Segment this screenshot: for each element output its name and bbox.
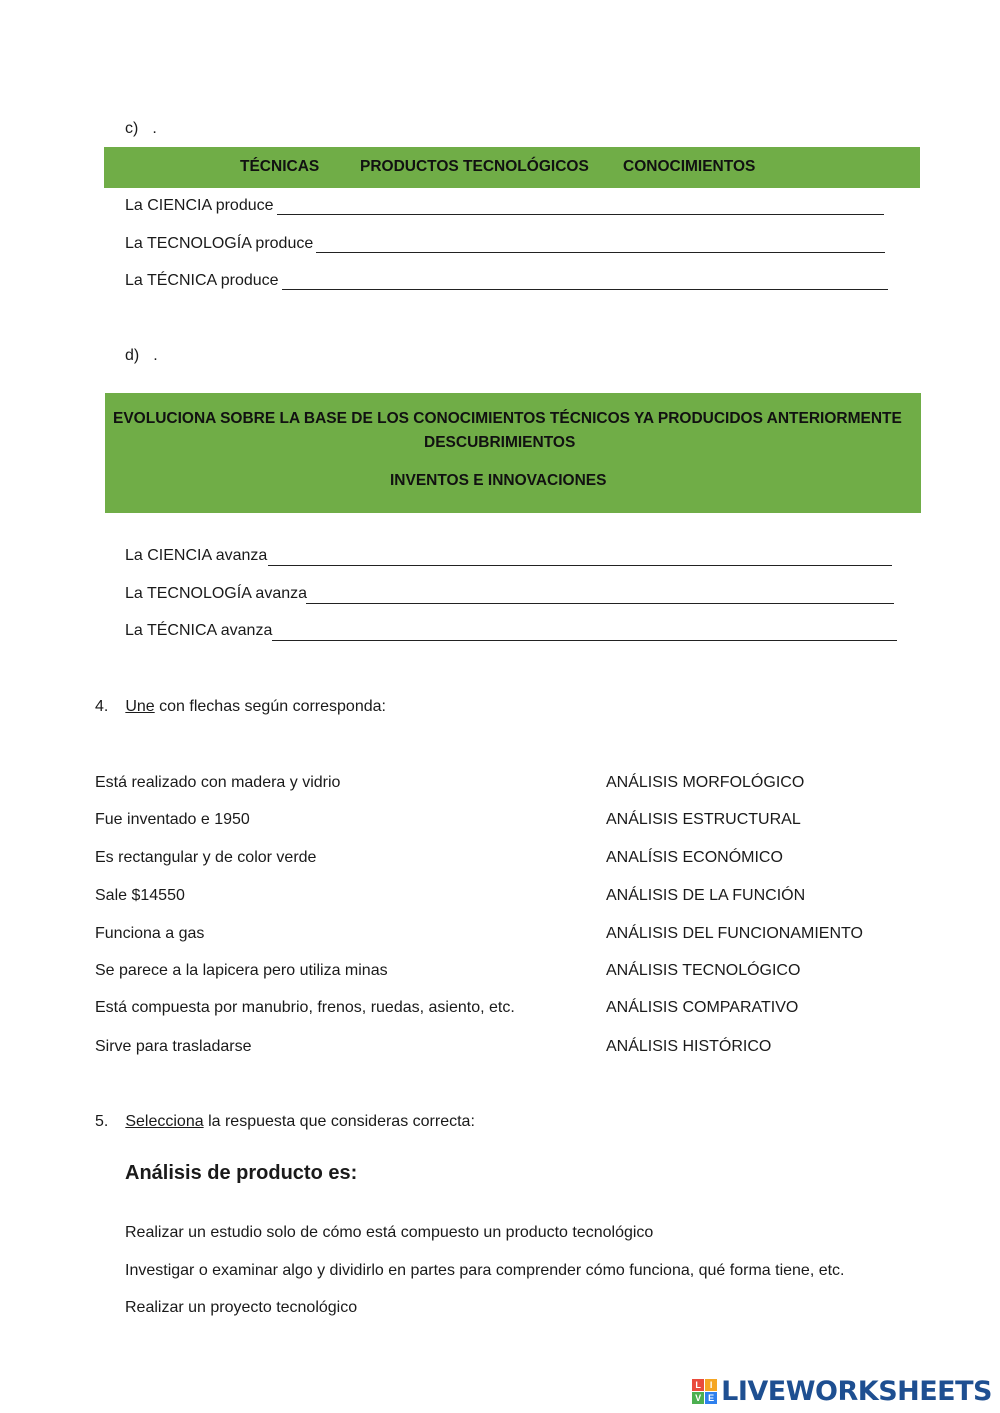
q4-left-item[interactable]: Funciona a gas [95,925,205,942]
answer-blank-tecnologia-produce[interactable] [316,252,885,253]
q4-right-item[interactable]: ANÁLISIS DE LA FUNCIÓN [606,887,806,904]
answer-blank-tecnica-avanza[interactable] [272,640,897,641]
q4-rest: con flechas según corresponda: [154,698,386,715]
option-tecnicas[interactable]: TÉCNICAS [240,158,320,175]
q4-left-item[interactable]: Está compuesta por manubrio, frenos, ruedas, asiento, etc. [95,999,515,1016]
prompt-tecnica-produce: La TÉCNICA produce [125,272,279,289]
q5-answer-option[interactable]: Realizar un estudio solo de cómo está compuesto un producto tecnológico [125,1224,654,1241]
liveworksheets-logo [692,1374,992,1408]
q4-left-item[interactable]: Se parece a la lapicera pero utiliza minas [95,962,388,979]
q5-heading: Análisis de producto es: [125,1162,358,1184]
q5-number: 5. [95,1113,109,1130]
q4-verb: Une [125,698,155,715]
q4-left-item[interactable]: Es rectangular y de color verde [95,849,317,866]
q5-verb: Selecciona [125,1113,204,1130]
q4-right-item[interactable]: ANÁLISIS HISTÓRICO [606,1038,772,1055]
q4-left-item[interactable]: Sirve para trasladarse [95,1038,252,1055]
section-d-options-box [105,393,921,513]
prompt-tecnologia-avanza: La TECNOLOGÍA avanza [125,585,308,602]
q4-right-item[interactable]: ANÁLISIS MORFOLÓGICO [606,774,805,791]
q5-instruction [95,1113,475,1131]
option-productos-tecnologicos[interactable]: PRODUCTOS TECNOLÓGICOS [360,158,589,175]
prompt-ciencia-produce: La CIENCIA produce [125,197,274,214]
q4-right-item[interactable]: ANÁLISIS DEL FUNCIONAMIENTO [606,925,863,942]
answer-blank-ciencia-produce[interactable] [277,214,884,215]
q4-number: 4. [95,698,109,715]
q4-right-item[interactable]: ANÁLISIS COMPARATIVO [606,999,799,1016]
q5-rest: la respuesta que consideras correcta: [203,1113,475,1130]
prompt-tecnica-avanza: La TÉCNICA avanza [125,622,273,639]
option-descubrimientos[interactable]: DESCUBRIMIENTOS [424,434,576,451]
section-c-label: c) . [125,120,157,137]
option-evoluciona[interactable]: EVOLUCIONA SOBRE LA BASE DE LOS CONOCIMIENTOS TÉCNICOS YA PRODUCIDOS ANTERIORMENTE [113,410,902,427]
q5-answer-option[interactable]: Realizar un proyecto tecnológico [125,1299,358,1316]
answer-blank-tecnologia-avanza[interactable] [306,603,894,604]
section-c-options-box [104,147,920,188]
option-conocimientos[interactable]: CONOCIMIENTOS [623,158,756,175]
q4-left-item[interactable]: Fue inventado e 1950 [95,811,250,828]
answer-blank-tecnica-produce[interactable] [282,289,888,290]
prompt-tecnologia-produce: La TECNOLOGÍA produce [125,235,314,252]
q4-right-item[interactable]: ANÁLISIS ESTRUCTURAL [606,811,801,828]
q4-instruction [95,698,386,716]
q4-left-item[interactable]: Está realizado con madera y vidrio [95,774,341,791]
logo-text: LIVEWORKSHEETS [721,1375,992,1407]
section-d-label: d) . [125,347,158,364]
prompt-ciencia-avanza: La CIENCIA avanza [125,547,268,564]
logo-mark-icon: L I V E [692,1379,717,1404]
option-inventos-innovaciones[interactable]: INVENTOS E INNOVACIONES [390,472,607,489]
answer-blank-ciencia-avanza[interactable] [268,565,892,566]
q4-right-item[interactable]: ANÁLISIS TECNOLÓGICO [606,962,801,979]
q4-right-item[interactable]: ANALÍSIS ECONÓMICO [606,849,783,866]
q4-left-item[interactable]: Sale $14550 [95,887,185,904]
q5-answer-option[interactable]: Investigar o examinar algo y dividirlo en partes para comprender cómo funciona, qué forma tiene, etc. [125,1262,845,1279]
